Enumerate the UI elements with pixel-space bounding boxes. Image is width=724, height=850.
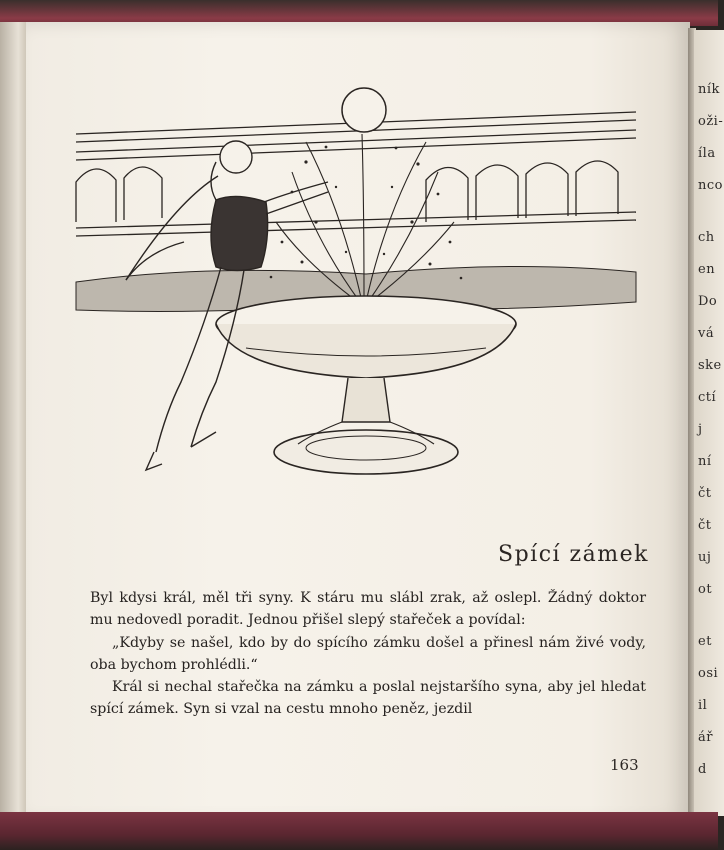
book-cover-bottom	[0, 812, 718, 850]
book-page	[26, 22, 690, 822]
next-page-fragment: ch	[698, 230, 715, 245]
next-page-fragment: en	[698, 262, 716, 277]
next-page-fragment: Do	[698, 294, 718, 309]
next-page-fragment: ář	[698, 730, 713, 745]
left-page-edge	[0, 22, 26, 822]
page-number: 163	[610, 756, 639, 774]
next-page-fragment: il	[698, 698, 708, 713]
story-text	[90, 587, 646, 721]
next-page-fragment: čt	[698, 518, 712, 533]
next-page-edge	[694, 30, 724, 816]
next-page-fragment: nco	[698, 178, 723, 193]
paragraph: Byl kdysi král, měl tři syny. K stáru mu slábl zrak, až oslepl. Žádný doktor mu nedovedl poradit. Jednou přišel slepý stařeček a povídal:	[90, 590, 646, 629]
next-page-fragment: d	[698, 762, 707, 777]
next-page-fragment: ot	[698, 582, 713, 597]
next-page-fragment: osi	[698, 666, 719, 681]
chapter-title: Spící zámek	[498, 542, 649, 567]
fountain-illustration	[66, 52, 646, 512]
next-page-fragment: et	[698, 634, 712, 649]
next-page-fragment: čt	[698, 486, 712, 501]
next-page-fragment: íla	[698, 146, 716, 161]
next-page-fragment: oži-	[698, 114, 724, 129]
next-page-fragment: j	[698, 422, 703, 437]
next-page-fragment: ske	[698, 358, 722, 373]
next-page-fragment: vá	[698, 326, 715, 341]
next-page-fragment: ník	[698, 82, 720, 97]
next-page-fragment: ctí	[698, 390, 717, 405]
paragraph: Král si nechal stařečka na zámku a poslal nejstaršího syna, aby jel hledat spící zámek. Syn si vzal na cestu mnoho peněz, jezdil	[90, 679, 646, 718]
next-page-fragment: uj	[698, 550, 712, 565]
next-page-fragment: ní	[698, 454, 712, 469]
paragraph: „Kdyby se našel, kdo by do spícího zámku došel a přinesl nám živé vody, oba bychom prohlédli.“	[90, 634, 646, 673]
